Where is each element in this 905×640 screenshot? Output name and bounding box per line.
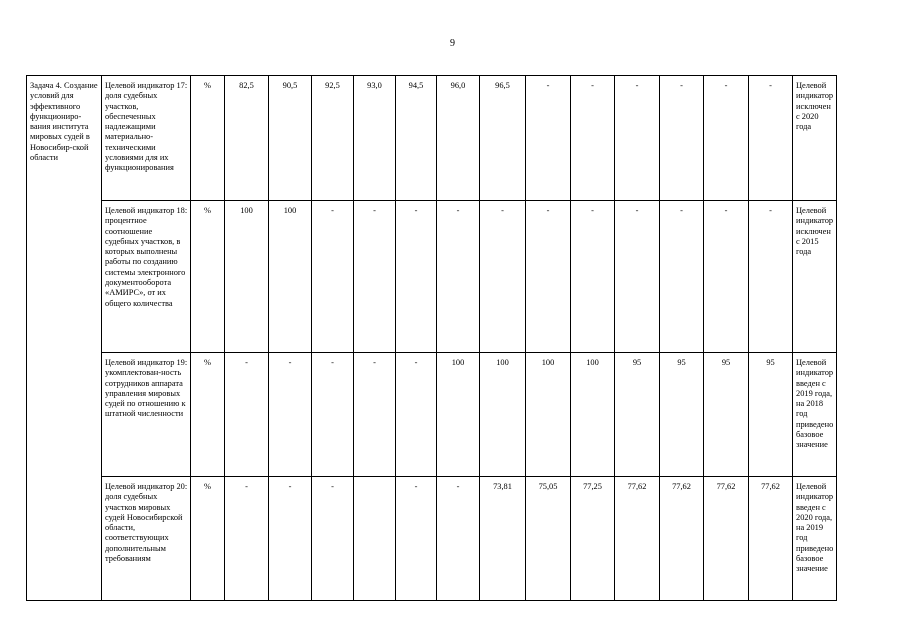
value-cell: -: [480, 201, 526, 353]
value-cell: -: [354, 353, 396, 477]
value-cell: 95: [749, 353, 793, 477]
value-cell: 77,25: [571, 477, 615, 601]
value-cell: 90,5: [269, 76, 312, 201]
value-cell: -: [354, 201, 396, 353]
value-cell: -: [225, 353, 269, 477]
value-cell: 93,0: [354, 76, 396, 201]
value-cell: -: [437, 477, 480, 601]
value-cell: -: [615, 76, 660, 201]
indicator-cell: Целевой индикатор 18: процентное соотношение судебных участков, в которых выполнены работы по созданию системы электронного документооборота «АМИРС», от их общего количества: [102, 201, 191, 353]
value-cell: -: [571, 201, 615, 353]
unit-cell: %: [191, 477, 225, 601]
value-cell: -: [269, 353, 312, 477]
unit-cell: %: [191, 353, 225, 477]
value-cell: -: [526, 201, 571, 353]
value-cell: 100: [480, 353, 526, 477]
value-cell: -: [437, 201, 480, 353]
value-cell: 77,62: [704, 477, 749, 601]
value-cell: 95: [615, 353, 660, 477]
indicator-cell: Целевой индикатор 20: доля судебных участков мировых судей Новосибирской области, соответствующих дополнительным требованиям: [102, 477, 191, 601]
value-cell: -: [396, 201, 437, 353]
value-cell: -: [269, 477, 312, 601]
table-row: [27, 76, 896, 201]
value-cell: -: [396, 477, 437, 601]
value-cell: 77,62: [749, 477, 793, 601]
value-cell: -: [526, 76, 571, 201]
unit-cell: %: [191, 201, 225, 353]
task-cell: Задача 4. Создание условий для эффективного функциониро-вания института мировых судей в Новосибир-ской области: [27, 76, 102, 601]
value-cell: -: [312, 477, 354, 601]
value-cell: 77,62: [660, 477, 704, 601]
value-cell: 96,0: [437, 76, 480, 201]
value-cell: 75,05: [526, 477, 571, 601]
value-cell: 100: [526, 353, 571, 477]
value-cell: 95: [704, 353, 749, 477]
value-cell: -: [312, 201, 354, 353]
value-cell: 92,5: [312, 76, 354, 201]
value-cell: 100: [437, 353, 480, 477]
value-cell: 96,5: [480, 76, 526, 201]
indicators-table: [26, 75, 896, 601]
table-row: [27, 477, 896, 601]
table-row: [27, 353, 896, 477]
unit-cell: %: [191, 76, 225, 201]
note-cell: Целевой индикатор исключен с 2015 года: [793, 201, 837, 353]
value-cell: -: [312, 353, 354, 477]
value-cell: -: [749, 201, 793, 353]
value-cell: 73,81: [480, 477, 526, 601]
value-cell: -: [704, 201, 749, 353]
value-cell: -: [749, 76, 793, 201]
value-cell: -: [396, 353, 437, 477]
value-cell: -: [225, 477, 269, 601]
value-cell: 82,5: [225, 76, 269, 201]
value-cell: -: [660, 201, 704, 353]
value-cell: 94,5: [396, 76, 437, 201]
value-cell: 77,62: [615, 477, 660, 601]
value-cell: -: [704, 76, 749, 201]
value-cell: 100: [571, 353, 615, 477]
value-cell: 100: [225, 201, 269, 353]
value-cell: [354, 477, 396, 601]
value-cell: -: [615, 201, 660, 353]
value-cell: 95: [660, 353, 704, 477]
indicator-cell: Целевой индикатор 19: укомплектован-ность сотрудников аппарата управления мировых судей по отношению к штатной численности: [102, 353, 191, 477]
value-cell: -: [571, 76, 615, 201]
indicator-cell: Целевой индикатор 17: доля судебных участков, обеспеченных надлежащими материально-техническими условиями для их функционирования: [102, 76, 191, 201]
value-cell: 100: [269, 201, 312, 353]
table-row: [27, 201, 896, 353]
note-cell: Целевой индикатор исключен с 2020 года: [793, 76, 837, 201]
page-number: 9: [450, 38, 455, 49]
note-cell: Целевой индикатор введен с 2019 года, на 2018 год приведено базовое значение: [793, 353, 837, 477]
value-cell: -: [660, 76, 704, 201]
note-cell: Целевой индикатор введен с 2020 года, на 2019 год приведено базовое значение: [793, 477, 837, 601]
